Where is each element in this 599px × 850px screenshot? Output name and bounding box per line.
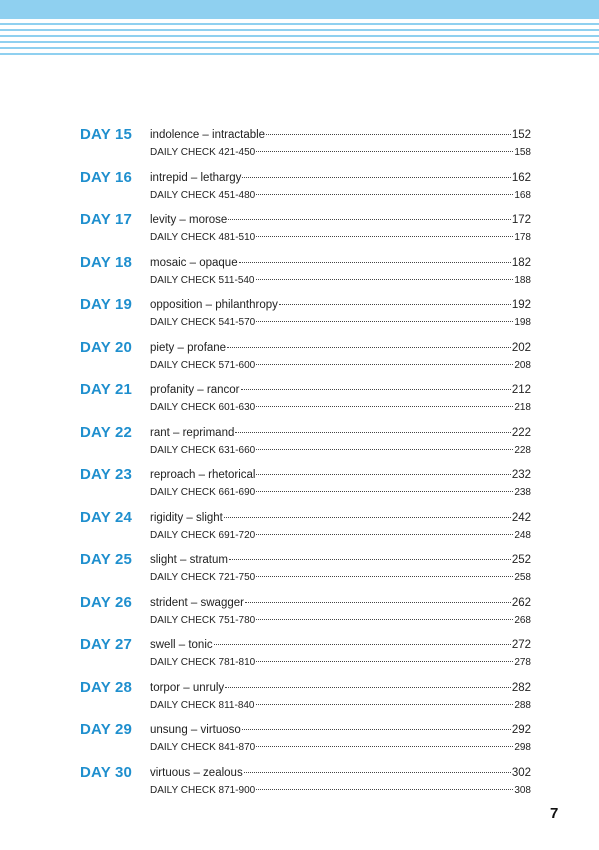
dot-leader	[256, 619, 513, 620]
toc-entry[interactable]	[0, 424, 599, 467]
dot-leader	[256, 704, 514, 705]
daily-check-label: DAILY CHECK 481-510	[150, 232, 256, 243]
toc-title-line[interactable]	[150, 256, 531, 270]
dot-leader	[266, 134, 511, 135]
dot-leader	[256, 474, 510, 475]
daily-check-label: DAILY CHECK 781-810	[150, 657, 256, 668]
dot-leader	[244, 772, 511, 773]
header-stripe	[0, 17, 599, 19]
entry-title: reproach – rhetorical	[150, 469, 256, 481]
dot-leader	[256, 534, 513, 535]
dot-leader	[256, 279, 514, 280]
daily-check-line[interactable]	[150, 529, 531, 543]
toc-title-line[interactable]	[150, 298, 531, 312]
entry-page-number: 152	[511, 129, 531, 141]
day-label: DAY 15	[80, 126, 133, 143]
toc-title-line[interactable]	[150, 213, 531, 227]
entry-title: piety – profane	[150, 341, 227, 354]
entry-title: unsung – virtuoso	[150, 724, 241, 736]
daily-check-line[interactable]	[150, 614, 531, 628]
entry-page-number: 262	[511, 596, 531, 609]
entry-page-number: 172	[511, 214, 531, 226]
daily-check-line[interactable]	[150, 699, 531, 713]
daily-check-page-number: 288	[514, 699, 531, 711]
toc-title-line[interactable]	[150, 468, 531, 482]
entry-page-number: 282	[511, 681, 531, 694]
toc-entry[interactable]	[0, 764, 599, 807]
entry-title: rant – reprimand	[150, 426, 235, 439]
daily-check-line[interactable]	[150, 274, 531, 288]
header-stripe	[0, 47, 599, 49]
entry-title: torpor – unruly	[150, 681, 225, 694]
toc-title-line[interactable]	[150, 511, 531, 525]
dot-leader	[214, 644, 511, 645]
entry-title: intrepid – lethargy	[150, 171, 242, 184]
entry-title: rigidity – slight	[150, 511, 223, 524]
entry-page-number: 302	[511, 766, 531, 779]
entry-page-number: 242	[511, 511, 531, 524]
dot-leader	[241, 389, 511, 390]
dot-leader	[229, 559, 511, 560]
header-stripe	[0, 35, 599, 37]
daily-check-page-number: 258	[514, 572, 531, 583]
daily-check-page-number: 278	[514, 657, 531, 668]
daily-check-line[interactable]	[150, 359, 531, 373]
daily-check-line[interactable]	[150, 316, 531, 330]
daily-check-label: DAILY CHECK 841-870	[150, 742, 256, 753]
daily-check-page-number: 228	[514, 444, 531, 456]
daily-check-page-number: 268	[514, 614, 531, 626]
entry-title: profanity – rancor	[150, 384, 240, 396]
daily-check-label: DAILY CHECK 601-630	[150, 402, 256, 413]
dot-leader	[256, 151, 513, 152]
daily-check-page-number: 308	[514, 784, 531, 796]
dot-leader	[256, 364, 513, 365]
entry-page-number: 192	[511, 299, 531, 311]
toc-entry[interactable]	[0, 509, 599, 552]
toc-entry[interactable]	[0, 169, 599, 212]
daily-check-line[interactable]	[150, 486, 531, 500]
header-stripe	[0, 53, 599, 55]
dot-leader	[256, 661, 513, 662]
day-label: DAY 29	[80, 721, 133, 738]
dot-leader	[256, 746, 513, 747]
daily-check-page-number: 188	[514, 274, 531, 286]
toc-entry[interactable]	[0, 254, 599, 297]
day-label: DAY 16	[80, 168, 133, 186]
day-label: DAY 24	[80, 508, 133, 526]
daily-check-label: DAILY CHECK 451-480	[150, 189, 256, 201]
entry-title: mosaic – opaque	[150, 256, 238, 269]
daily-check-page-number: 208	[514, 359, 531, 371]
day-label: DAY 22	[80, 423, 133, 441]
day-label: DAY 25	[80, 551, 133, 568]
toc-entry[interactable]	[0, 679, 599, 722]
day-label: DAY 28	[80, 678, 133, 696]
entry-page-number: 212	[511, 384, 531, 396]
dot-leader	[256, 491, 513, 492]
header-stripes	[0, 17, 599, 59]
entry-page-number: 182	[511, 256, 531, 269]
dot-leader	[256, 236, 513, 237]
dot-leader	[256, 789, 513, 790]
daily-check-line[interactable]	[150, 146, 531, 160]
daily-check-label: DAILY CHECK 631-660	[150, 444, 256, 456]
toc-title-line[interactable]	[150, 723, 531, 737]
entry-title: virtuous – zealous	[150, 766, 243, 779]
toc-title-line[interactable]	[150, 383, 531, 397]
daily-check-label: DAILY CHECK 691-720	[150, 529, 256, 541]
daily-check-label: DAILY CHECK 661-690	[150, 487, 256, 498]
daily-check-line[interactable]	[150, 784, 531, 798]
daily-check-page-number: 298	[514, 742, 531, 753]
day-label: DAY 18	[80, 253, 133, 271]
dot-leader	[245, 602, 511, 603]
toc-title-line[interactable]	[150, 638, 531, 652]
daily-check-label: DAILY CHECK 721-750	[150, 572, 256, 583]
entry-page-number: 202	[511, 341, 531, 354]
entry-page-number: 232	[511, 469, 531, 481]
day-label: DAY 23	[80, 466, 133, 483]
toc-title-line[interactable]	[150, 766, 531, 780]
dot-leader	[256, 449, 513, 450]
daily-check-label: DAILY CHECK 571-600	[150, 359, 256, 371]
toc-title-line[interactable]	[150, 171, 531, 185]
dot-leader	[256, 406, 513, 407]
toc-entry[interactable]	[0, 381, 599, 424]
daily-check-line[interactable]	[150, 741, 531, 755]
dot-leader	[228, 219, 510, 220]
header-stripe	[0, 41, 599, 43]
daily-check-page-number: 218	[514, 402, 531, 413]
dot-leader	[256, 194, 513, 195]
entry-title: slight – stratum	[150, 554, 228, 566]
daily-check-line[interactable]	[150, 401, 531, 415]
entry-page-number: 222	[511, 426, 531, 439]
daily-check-label: DAILY CHECK 421-450	[150, 147, 256, 158]
header-stripe	[0, 23, 599, 25]
toc-title-line[interactable]	[150, 341, 531, 355]
daily-check-label: DAILY CHECK 871-900	[150, 784, 256, 796]
toc-entry[interactable]	[0, 594, 599, 637]
dot-leader	[256, 321, 513, 322]
header-stripe	[0, 29, 599, 31]
day-label: DAY 21	[80, 381, 133, 398]
toc-entry[interactable]	[0, 721, 599, 764]
daily-check-page-number: 158	[514, 147, 531, 158]
toc-title-line[interactable]	[150, 128, 531, 142]
daily-check-label: DAILY CHECK 811-840	[150, 699, 255, 711]
dot-leader	[227, 347, 511, 348]
day-label: DAY 27	[80, 636, 133, 653]
daily-check-page-number: 198	[514, 317, 531, 328]
page-number: 7	[550, 805, 559, 822]
toc-entry[interactable]	[0, 211, 599, 254]
daily-check-line[interactable]	[150, 571, 531, 585]
day-label: DAY 30	[80, 763, 133, 781]
daily-check-label: DAILY CHECK 511-540	[150, 274, 255, 286]
daily-check-line[interactable]	[150, 231, 531, 245]
toc-entry[interactable]	[0, 551, 599, 594]
dot-leader	[279, 304, 511, 305]
entry-page-number: 162	[511, 171, 531, 184]
table-of-contents	[0, 126, 599, 806]
toc-title-line[interactable]	[150, 553, 531, 567]
entry-title: strident – swagger	[150, 596, 244, 609]
dot-leader	[256, 576, 513, 577]
toc-entry[interactable]	[0, 636, 599, 679]
toc-title-line[interactable]	[150, 681, 531, 695]
toc-entry[interactable]	[0, 126, 599, 169]
daily-check-page-number: 168	[514, 189, 531, 201]
daily-check-line[interactable]	[150, 444, 531, 458]
entry-title: swell – tonic	[150, 639, 213, 651]
toc-entry[interactable]	[0, 339, 599, 382]
toc-entry[interactable]	[0, 296, 599, 339]
entry-page-number: 272	[511, 639, 531, 651]
day-label: DAY 17	[80, 211, 133, 228]
dot-leader	[242, 177, 510, 178]
entry-title: indolence – intractable	[150, 129, 266, 141]
toc-title-line[interactable]	[150, 596, 531, 610]
entry-title: levity – morose	[150, 214, 228, 226]
day-label: DAY 26	[80, 593, 133, 611]
daily-check-page-number: 238	[514, 487, 531, 498]
dot-leader	[239, 262, 511, 263]
dot-leader	[225, 687, 511, 688]
entry-page-number: 252	[511, 554, 531, 566]
header-band	[0, 0, 599, 17]
day-label: DAY 19	[80, 296, 133, 313]
toc-entry[interactable]	[0, 466, 599, 509]
daily-check-line[interactable]	[150, 189, 531, 203]
dot-leader	[235, 432, 510, 433]
entry-page-number: 292	[511, 724, 531, 736]
day-label: DAY 20	[80, 338, 133, 356]
daily-check-label: DAILY CHECK 751-780	[150, 614, 256, 626]
entry-title: opposition – philanthropy	[150, 299, 278, 311]
daily-check-page-number: 178	[514, 232, 531, 243]
daily-check-line[interactable]	[150, 656, 531, 670]
toc-title-line[interactable]	[150, 426, 531, 440]
daily-check-label: DAILY CHECK 541-570	[150, 317, 256, 328]
dot-leader	[224, 517, 511, 518]
daily-check-page-number: 248	[514, 529, 531, 541]
dot-leader	[242, 729, 511, 730]
